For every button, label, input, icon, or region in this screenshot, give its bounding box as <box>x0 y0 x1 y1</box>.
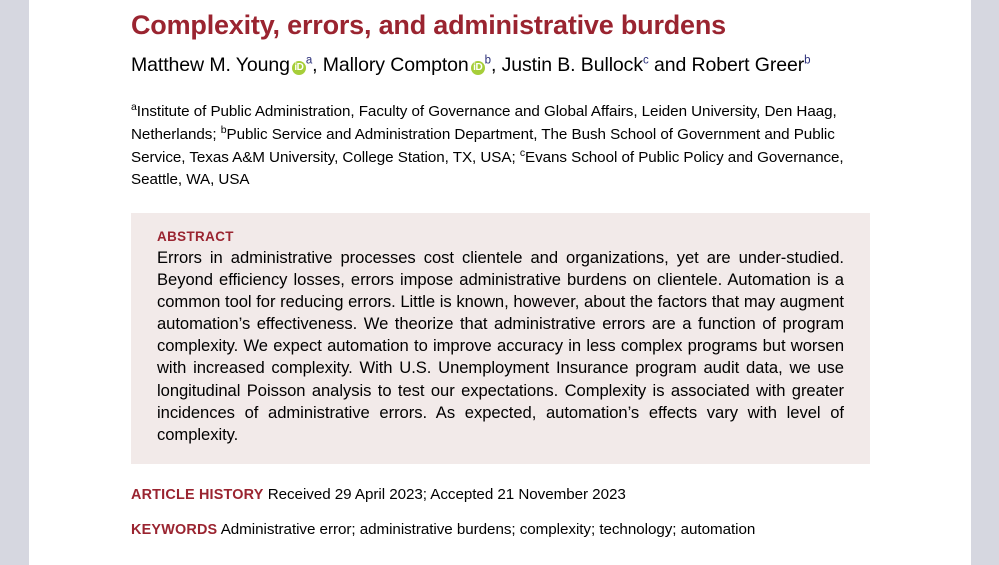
affiliation-mark: b <box>220 123 227 136</box>
keywords-label: KEYWORDS <box>131 522 218 539</box>
author-list <box>131 39 870 78</box>
author-separator: and <box>648 54 692 76</box>
author-affiliation-mark: a <box>305 54 313 67</box>
author-affiliation-mark: b <box>484 54 491 67</box>
keywords-value: Administrative error; administrative burdens; complexity; technology; automation <box>220 521 756 539</box>
affiliation-text: Public Service and Administration Department, The Bush School of Government and Public Service, Texas A&M University, College Station, TX, USA; <box>131 125 835 166</box>
abstract-heading: ABSTRACT <box>157 228 234 244</box>
orcid-id-icon[interactable]: iD <box>292 61 306 75</box>
article-history-value: Received 29 April 2023; Accepted 21 November 2023 <box>267 485 626 503</box>
keywords-row <box>131 520 870 541</box>
author-name: Matthew M. Young <box>131 54 290 76</box>
affiliation-mark: c <box>519 146 526 159</box>
pdf-page <box>29 0 971 565</box>
article-metadata <box>131 464 870 541</box>
article-front-matter <box>131 0 870 556</box>
affiliation-list <box>131 78 870 191</box>
author-name: Robert Greer <box>691 54 805 76</box>
orcid-id-icon[interactable]: iD <box>471 61 485 75</box>
page-title: Complexity, errors, and administrative burdens <box>131 10 726 40</box>
author-name: Justin B. Bullock <box>501 54 643 76</box>
affiliation-text: Institute of Public Administration, Faculty of Governance and Global Affairs, Leiden University, Den Haag, Netherlands; <box>131 103 837 143</box>
article-history-label: ARTICLE HISTORY <box>131 486 264 503</box>
author-affiliation-mark: b <box>804 54 811 67</box>
author-separator: , <box>312 54 323 76</box>
affiliation-text: Evans School of Public Policy and Governance, Seattle, WA, USA <box>131 148 844 188</box>
abstract-body: Errors in administrative processes cost clientele and organizations, yet are under-studied. Beyond efficiency losses, errors impose administrative burdens on clientele. Automation is a common tool for reducing errors. Little is known, however, about the factors that may augment automation’s effectiveness. We theorize that administrative errors are a function of program complexity. We expect automation to improve accuracy in less complex programs but worsen with increased complexity. With U.S. Unemployment Insurance program audit data, we use longitudinal Poisson analysis to test our expectations. Complexity is associated with greater incidences of administrative errors. As expected, automation’s effects vary with level of complexity. <box>157 247 844 444</box>
affiliation-mark: a <box>131 100 137 113</box>
article-history-row <box>131 485 870 506</box>
author-affiliation-mark: c <box>642 54 649 67</box>
abstract-panel <box>131 213 870 464</box>
author-name: Mallory Compton <box>322 54 469 76</box>
author-separator: , <box>490 54 502 76</box>
